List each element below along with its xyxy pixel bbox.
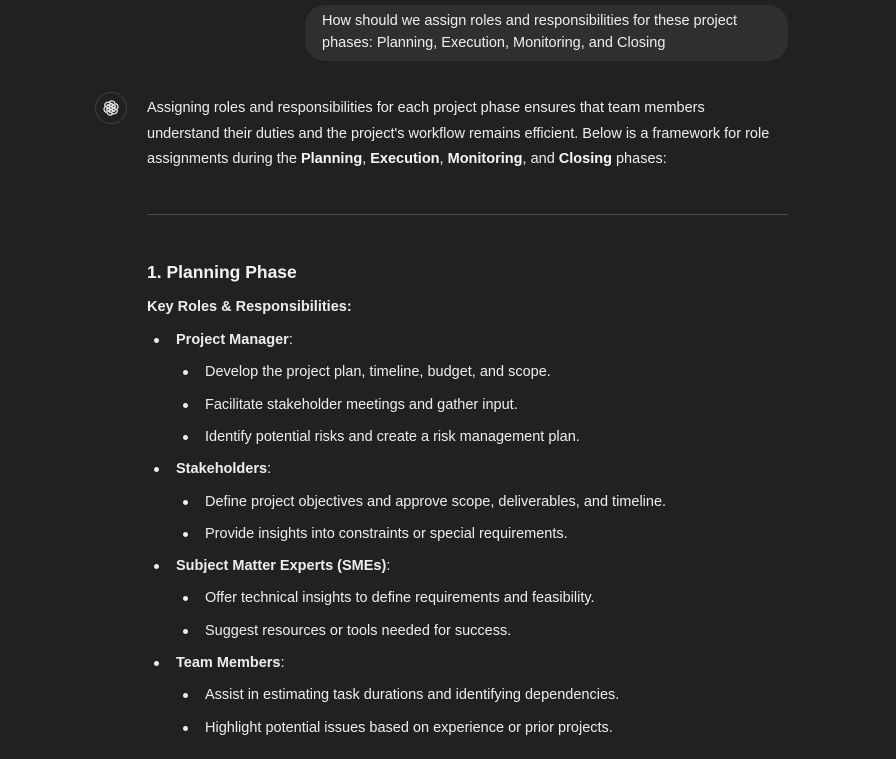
user-message-bubble: [305, 5, 788, 61]
separator: , and: [522, 151, 559, 167]
task-item: [176, 684, 797, 706]
task-text: Provide insights into constraints or special requirements.: [205, 525, 568, 542]
task-text: Offer technical insights to define requirements and feasibility.: [205, 590, 595, 607]
task-item: [176, 361, 797, 383]
task-text: Develop the project plan, timeline, budget, and scope.: [205, 364, 551, 381]
separator: ,: [439, 151, 448, 167]
role-item-team-members: [147, 652, 797, 739]
phase-execution: Execution: [370, 151, 440, 167]
role-item-project-manager: [147, 329, 797, 448]
bullet-icon: [183, 500, 188, 505]
role-name: Subject Matter Experts (SMEs): [176, 557, 387, 574]
task-text: Suggest resources or tools needed for success.: [205, 622, 512, 639]
task-text: Assist in estimating task durations and identifying dependencies.: [205, 687, 620, 704]
bullet-icon: [183, 629, 188, 634]
role-suffix: :: [386, 557, 391, 574]
role-suffix: :: [288, 332, 293, 348]
intro-line-3-prefix: assignments during the: [147, 151, 301, 167]
bullet-icon: [183, 596, 188, 601]
task-item: [176, 717, 797, 739]
task-list: [176, 587, 797, 641]
bullet-icon: [183, 435, 188, 440]
role-name: Project Manager: [176, 332, 289, 348]
task-item: [176, 491, 797, 513]
phase-monitoring: Monitoring: [447, 151, 523, 167]
role-name: Stakeholders: [176, 461, 268, 478]
role-item-smes: [147, 555, 797, 642]
task-text: Highlight potential issues based on experience or prior projects.: [205, 719, 613, 736]
intro-line-1: Assigning roles and responsibilities for each project phase ensures that team members: [147, 100, 705, 116]
role-suffix: :: [267, 461, 272, 478]
role-suffix: :: [280, 654, 285, 671]
bullet-icon: [183, 726, 188, 731]
horizontal-divider: [147, 214, 788, 215]
assistant-avatar: [95, 92, 127, 124]
task-text: Facilitate stakeholder meetings and gather input.: [205, 396, 518, 413]
separator: ,: [362, 151, 371, 167]
assistant-message: [147, 96, 797, 736]
task-item: [176, 620, 797, 642]
task-item: [176, 523, 797, 545]
role-title: [176, 329, 797, 351]
task-text: Define project objectives and approve scope, deliverables, and timeline.: [205, 493, 667, 510]
task-list: [176, 361, 797, 448]
task-text: Identify potential risks and create a risk management plan.: [205, 429, 580, 446]
task-item: [176, 587, 797, 609]
roles-list: [147, 329, 797, 739]
role-name: Team Members: [176, 654, 281, 671]
intro-line-2: understand their duties and the project's workflow remains efficient. Below is a framework for role: [147, 125, 770, 142]
bullet-icon: [183, 370, 188, 375]
bullet-icon: [154, 338, 159, 343]
task-list: [176, 684, 797, 738]
task-list: [176, 491, 797, 545]
role-title: [176, 458, 797, 480]
phase-planning: Planning: [300, 151, 363, 167]
section-heading: 1. Planning Phase: [147, 262, 297, 282]
intro-paragraph: [147, 96, 797, 173]
key-roles-label: Key Roles & Responsibilities:: [147, 299, 352, 315]
phase-closing: Closing: [558, 151, 612, 167]
bullet-icon: [183, 403, 188, 408]
role-title: [176, 652, 797, 674]
bullet-icon: [154, 564, 159, 569]
user-message-text: How should we assign roles and responsibilities for these project phases: Planning, Execution, Monitoring, and Closing: [322, 13, 738, 51]
role-title: [176, 555, 797, 577]
task-item: [176, 426, 797, 448]
task-item: [176, 394, 797, 416]
bullet-icon: [183, 693, 188, 698]
openai-logo-icon: [101, 98, 121, 118]
intro-suffix: phases:: [611, 151, 667, 167]
bullet-icon: [154, 467, 159, 472]
bullet-icon: [154, 661, 159, 666]
role-item-stakeholders: [147, 458, 797, 545]
bullet-icon: [183, 532, 188, 537]
